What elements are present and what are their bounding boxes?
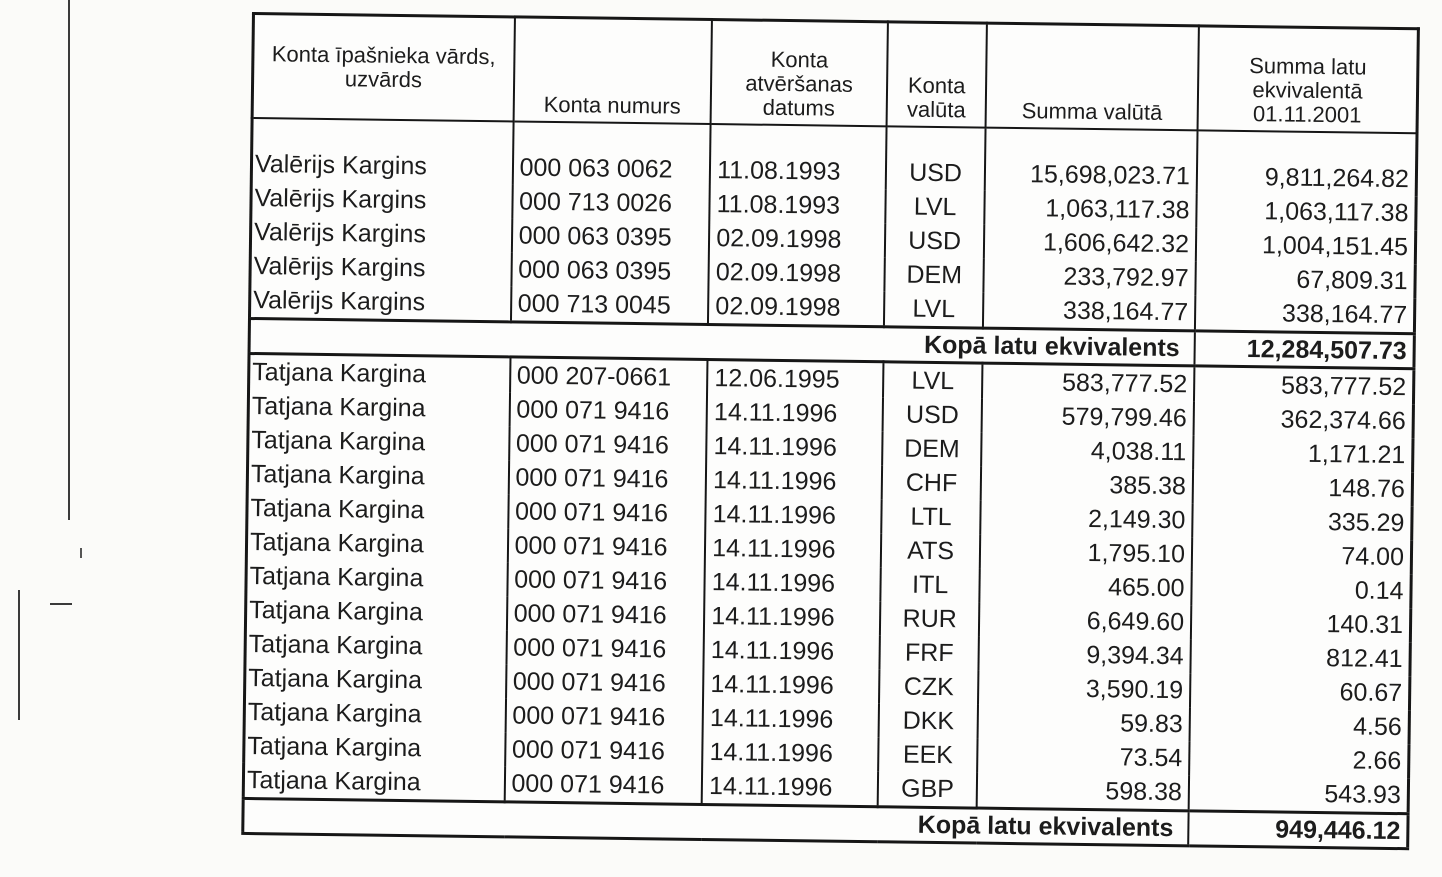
account-number-cell: 000 071 9416: [507, 596, 705, 633]
opening-date-cell: 14.11.1996: [706, 428, 882, 464]
amount-lats-cell: 148.76: [1193, 469, 1413, 506]
header-opening-date: Konta atvēršanas datums: [711, 20, 888, 126]
amount-currency-cell: 2,149.30: [981, 500, 1193, 537]
amount-lats-cell: 60.67: [1190, 673, 1410, 710]
account-number-cell: 000 071 9416: [506, 630, 704, 667]
scan-margin-line: [68, 0, 70, 520]
amount-currency-cell: 465.00: [980, 568, 1192, 605]
opening-date-cell: 14.11.1996: [702, 734, 878, 770]
document-page: [241, 12, 1420, 850]
amount-lats-cell: 1,063,117.38: [1196, 193, 1416, 230]
header-amount-currency: Summa valūtā: [986, 23, 1199, 130]
owner-cell: Tatjana Kargina: [244, 728, 506, 765]
currency-cell: FRF: [879, 635, 979, 670]
account-number-cell: 000 713 0045: [511, 286, 709, 324]
owner-cell: Tatjana Kargina: [246, 524, 508, 561]
amount-currency-cell: 338,164.77: [983, 292, 1195, 330]
amount-lats-cell: 67,809.31: [1195, 261, 1415, 298]
owner-cell: Valērijs Kargins: [250, 215, 512, 252]
owner-cell: Tatjana Kargina: [249, 353, 511, 392]
amount-currency-cell: 15,698,023.71: [985, 127, 1197, 193]
owner-cell: Tatjana Kargina: [245, 626, 507, 663]
currency-cell: DKK: [878, 703, 978, 738]
amount-lats-cell: 543.93: [1189, 775, 1409, 813]
owner-cell: Valērijs Kargins: [249, 282, 511, 321]
amount-currency-cell: 583,777.52: [982, 363, 1194, 401]
scan-margin-line-lower: [18, 590, 20, 720]
owner-cell: Valērijs Kargins: [251, 118, 513, 184]
account-number-cell: 000 071 9416: [506, 664, 704, 701]
owner-cell: Tatjana Kargina: [247, 490, 509, 527]
account-number-cell: 000 071 9416: [505, 698, 703, 735]
currency-cell: CHF: [881, 465, 981, 500]
opening-date-cell: 14.11.1996: [706, 462, 882, 498]
owner-cell: Tatjana Kargina: [248, 422, 510, 459]
header-account-number: Konta numurs: [513, 17, 712, 124]
owner-cell: Valērijs Kargins: [250, 248, 512, 285]
account-number-cell: 000 071 9416: [504, 766, 702, 804]
total-value: 949,446.12: [1188, 810, 1408, 848]
account-number-cell: 000 063 0395: [511, 252, 709, 289]
amount-currency-cell: 1,606,642.32: [984, 224, 1196, 261]
amount-lats-cell: 74.00: [1192, 537, 1412, 574]
owner-cell: Tatjana Kargina: [248, 388, 510, 425]
owner-cell: Tatjana Kargina: [244, 694, 506, 731]
currency-cell: USD: [885, 223, 985, 258]
currency-cell: USD: [886, 126, 986, 190]
currency-cell: USD: [882, 397, 982, 432]
amount-lats-cell: 0.14: [1191, 571, 1411, 608]
currency-cell: GBP: [877, 771, 977, 808]
amount-lats-cell: 9,811,264.82: [1197, 130, 1417, 196]
currency-cell: RUR: [880, 601, 980, 636]
account-number-cell: 000 713 0026: [512, 184, 710, 221]
total-value: 12,284,507.73: [1194, 330, 1414, 368]
total-label: Kopā latu ekvivalents: [243, 798, 1189, 845]
account-number-cell: 000 071 9416: [507, 562, 705, 599]
account-number-cell: 000 071 9416: [505, 732, 703, 769]
amount-lats-cell: 335.29: [1192, 503, 1412, 540]
opening-date-cell: 14.11.1996: [704, 632, 880, 668]
amount-lats-cell: 362,374.66: [1194, 401, 1414, 438]
currency-cell: EEK: [878, 737, 978, 772]
amount-lats-cell: 583,777.52: [1194, 365, 1414, 403]
table-body: [243, 118, 1417, 849]
opening-date-cell: 14.11.1996: [705, 496, 881, 532]
account-number-cell: 000 071 9416: [508, 494, 706, 531]
amount-lats-cell: 140.31: [1191, 605, 1411, 642]
amount-currency-cell: 59.83: [978, 704, 1190, 741]
total-label: Kopā latu ekvivalents: [249, 318, 1195, 365]
amount-lats-cell: 2.66: [1189, 741, 1409, 778]
amount-currency-cell: 579,799.46: [982, 398, 1194, 435]
scan-pen-dot: [80, 548, 82, 558]
header-currency: Konta valūta: [886, 22, 987, 127]
opening-date-cell: 02.09.1998: [708, 289, 884, 327]
account-number-cell: 000 071 9416: [509, 392, 707, 429]
owner-cell: Tatjana Kargina: [243, 762, 505, 801]
account-number-cell: 000 071 9416: [509, 426, 707, 463]
amount-currency-cell: 598.38: [977, 772, 1189, 810]
amount-lats-cell: 4.56: [1190, 707, 1410, 744]
currency-cell: ITL: [880, 567, 980, 602]
opening-date-cell: 14.11.1996: [704, 598, 880, 634]
currency-cell: DEM: [884, 257, 984, 292]
amount-lats-cell: 1,004,151.45: [1196, 227, 1416, 264]
account-number-cell: 000 207-0661: [510, 356, 708, 394]
opening-date-cell: 14.11.1996: [703, 700, 879, 736]
opening-date-cell: 02.09.1998: [709, 221, 885, 257]
account-number-cell: 000 063 0062: [512, 121, 710, 187]
currency-cell: DEM: [882, 431, 982, 466]
currency-cell: LVL: [884, 291, 984, 328]
currency-cell: CZK: [879, 669, 979, 704]
scan-pen-mark: [50, 603, 72, 605]
opening-date-cell: 11.08.1993: [710, 124, 886, 189]
opening-date-cell: 14.11.1996: [703, 666, 879, 702]
amount-currency-cell: 385.38: [981, 466, 1193, 503]
amount-currency-cell: 9,394.34: [979, 636, 1191, 673]
amount-lats-cell: 338,164.77: [1195, 295, 1415, 333]
header-amount-lats: Summa latu ekvivalentā 01.11.2001: [1198, 26, 1419, 133]
owner-cell: Tatjana Kargina: [247, 456, 509, 493]
table-header: [252, 14, 1418, 133]
amount-lats-cell: 1,171.21: [1193, 435, 1413, 472]
currency-cell: LTL: [881, 499, 981, 534]
accounts-table: [241, 12, 1420, 850]
opening-date-cell: 14.11.1996: [707, 394, 883, 430]
opening-date-cell: 14.11.1996: [705, 530, 881, 566]
currency-cell: ATS: [881, 533, 981, 568]
owner-cell: Tatjana Kargina: [245, 660, 507, 697]
amount-currency-cell: 233,792.97: [984, 258, 1196, 295]
header-owner: Konta īpašnieka vārds, uzvārds: [252, 14, 514, 121]
opening-date-cell: 14.11.1996: [705, 564, 881, 600]
account-number-cell: 000 071 9416: [508, 460, 706, 497]
account-number-cell: 000 063 0395: [511, 218, 709, 255]
owner-cell: Tatjana Kargina: [245, 592, 507, 629]
account-number-cell: 000 071 9416: [507, 528, 705, 565]
amount-currency-cell: 3,590.19: [978, 670, 1190, 707]
opening-date-cell: 14.11.1996: [702, 768, 878, 806]
opening-date-cell: 02.09.1998: [709, 255, 885, 291]
currency-cell: LVL: [885, 189, 985, 224]
owner-cell: Tatjana Kargina: [246, 558, 508, 595]
amount-currency-cell: 6,649.60: [979, 602, 1191, 639]
amount-currency-cell: 1,063,117.38: [985, 190, 1197, 227]
amount-currency-cell: 1,795.10: [980, 534, 1192, 571]
owner-cell: Valērijs Kargins: [251, 181, 513, 218]
amount-lats-cell: 812.41: [1190, 639, 1410, 676]
amount-currency-cell: 73.54: [978, 738, 1190, 775]
opening-date-cell: 11.08.1993: [710, 187, 886, 223]
currency-cell: LVL: [883, 361, 983, 398]
amount-currency-cell: 4,038.11: [982, 432, 1194, 469]
opening-date-cell: 12.06.1995: [707, 359, 883, 397]
